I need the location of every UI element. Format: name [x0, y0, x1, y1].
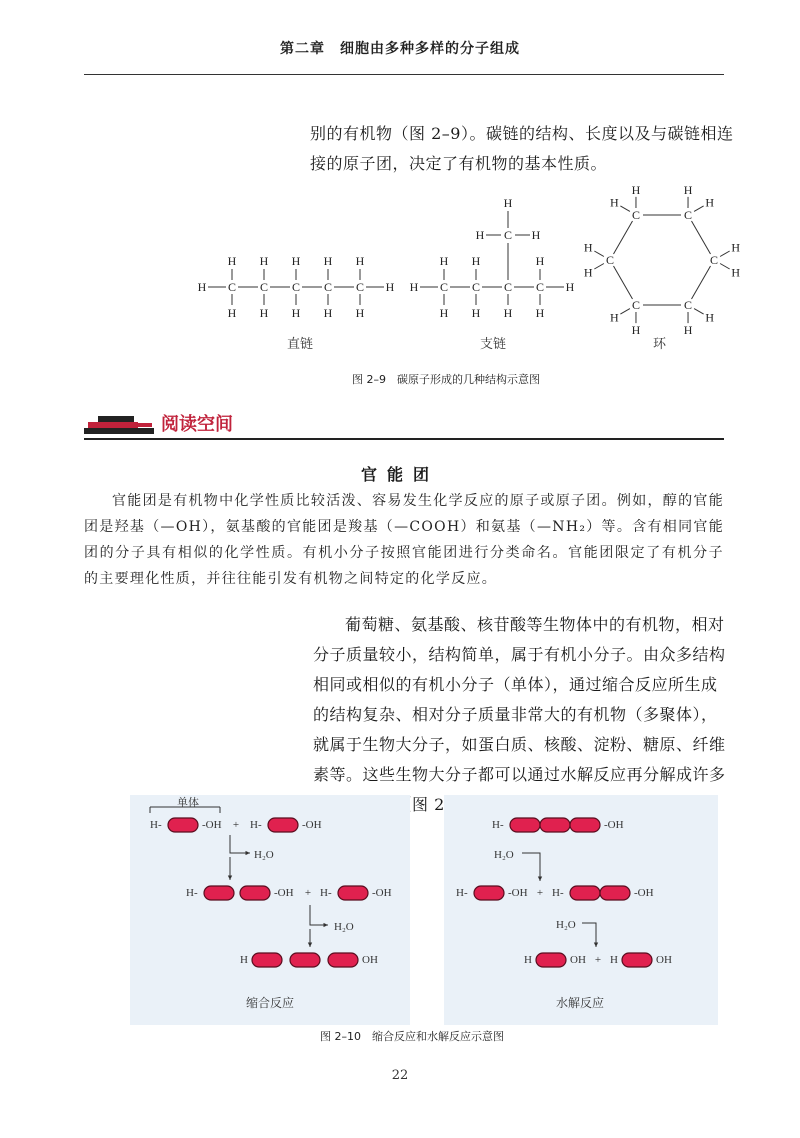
- carbon-atom: C: [683, 298, 693, 313]
- hydrogen-atom: H: [475, 228, 485, 242]
- bond: [720, 264, 730, 270]
- bond: [692, 221, 711, 254]
- hydrogen-end-label: H: [610, 954, 618, 966]
- monomer-block: [570, 886, 600, 900]
- arrow-head: [594, 942, 598, 947]
- figure-2-9-caption: 图 2–9 碳原子形成的几种结构示意图: [352, 373, 540, 386]
- hydrogen-atom: H: [227, 254, 237, 268]
- hydrogen-atom: H: [631, 323, 641, 338]
- bond: [620, 309, 630, 315]
- water-label: H₂O: [556, 919, 576, 931]
- body-line: 葡萄糖、氨基酸、核苷酸等生物体中的有机物，相对: [345, 615, 725, 634]
- water-arrow: [522, 853, 540, 879]
- hydrogen-atom: H: [291, 254, 301, 268]
- intro-line-1: 别的有机物（图 2–9）。碳链的结构、长度以及与碳链相连: [310, 124, 734, 143]
- carbon-atom: C: [227, 280, 237, 294]
- carbon-atom: C: [605, 253, 615, 267]
- hydrogen-end-label: H-: [150, 819, 162, 831]
- monomer-block: [622, 953, 652, 967]
- monomer-block: [540, 818, 570, 832]
- hydrogen-end-label: H-: [492, 819, 504, 831]
- hydrogen-atom: H: [631, 182, 641, 197]
- hydrogen-atom: H: [705, 195, 715, 210]
- arrow-head: [228, 875, 232, 880]
- monomer-block: [474, 886, 504, 900]
- hydrogen-atom: H: [385, 280, 395, 294]
- hydroxyl-end-label: -OH: [508, 887, 528, 899]
- monomer-block: [204, 886, 234, 900]
- hydrogen-atom: H: [323, 306, 333, 320]
- monomer-block: [290, 953, 320, 967]
- bond: [692, 266, 711, 299]
- carbon-atom: C: [471, 280, 481, 294]
- arrow-head: [323, 923, 328, 927]
- reading-section-divider: [84, 438, 724, 440]
- hydrogen-atom: H: [583, 240, 593, 255]
- monomer-block: [338, 886, 368, 900]
- body-line: 素等。这些生物大分子都可以通过水解反应再分解成许多: [313, 765, 726, 784]
- hydrogen-atom: H: [259, 306, 269, 320]
- header-divider: [84, 74, 724, 75]
- carbon-atom: C: [291, 280, 301, 294]
- monomer-block: [168, 818, 198, 832]
- figure-2-10-caption: 图 2–10 缩合反应和水解反应示意图: [320, 1030, 504, 1043]
- carbon-atom: C: [683, 207, 693, 222]
- hydrogen-atom: H: [503, 306, 513, 320]
- hydrogen-atom: H: [355, 254, 365, 268]
- bond: [614, 266, 633, 299]
- body-line: 相同或相似的有机小分子（单体），通过缩合反应所生成: [313, 675, 718, 694]
- hydrogen-atom: H: [731, 240, 740, 255]
- plus-sign: +: [594, 954, 602, 966]
- bond: [594, 264, 604, 270]
- hydrogen-atom: H: [355, 306, 365, 320]
- monomer-label: 单体: [177, 797, 199, 809]
- bond: [694, 206, 704, 212]
- monomer-block: [268, 818, 298, 832]
- hydroxyl-end-label: -OH: [302, 819, 322, 831]
- hydrogen-atom: H: [683, 182, 693, 197]
- monomer-block: [328, 953, 358, 967]
- reading-section-title: 阅读空间: [161, 414, 233, 435]
- water-label: H₂O: [254, 849, 274, 861]
- label-ring: 环: [653, 337, 667, 352]
- hydrogen-end-label: H: [240, 954, 248, 966]
- monomer-block: [510, 818, 540, 832]
- functional-group-title: 官能团: [360, 465, 439, 484]
- plus-sign: +: [536, 887, 544, 899]
- hydrogen-atom: H: [731, 265, 740, 280]
- label-branched-chain: 支链: [480, 337, 507, 352]
- intro-line-2: 接的原子团，决定了有机物的基本性质。: [310, 154, 608, 173]
- hydroxyl-end-label: -OH: [202, 819, 222, 831]
- hydrogen-atom: H: [227, 306, 237, 320]
- hydrogen-atom: H: [683, 323, 693, 338]
- hydrogen-end-label: H-: [320, 887, 332, 899]
- carbon-atom: C: [503, 280, 513, 294]
- body-line: 就属于生物大分子，如蛋白质、核酸、淀粉、糖原、纤维: [313, 735, 726, 754]
- carbon-atom: C: [355, 280, 365, 294]
- carbon-atom: C: [259, 280, 269, 294]
- hydroxyl-end-label: OH: [570, 954, 586, 966]
- hydrogen-atom: H: [609, 195, 619, 210]
- water-arrow: [230, 835, 248, 853]
- hydrogen-atom: H: [409, 280, 419, 294]
- label-straight-chain: 直链: [287, 337, 314, 352]
- hydrogen-atom: H: [565, 280, 575, 294]
- carbon-atom: C: [323, 280, 333, 294]
- plus-sign: +: [304, 887, 312, 899]
- hydrogen-atom: H: [535, 306, 545, 320]
- monomer-block: [570, 818, 600, 832]
- bond: [694, 309, 704, 315]
- monomer-block: [240, 886, 270, 900]
- plus-sign: +: [232, 819, 240, 831]
- hydrogen-atom: [610, 195, 619, 209]
- water-label: H₂O: [494, 849, 514, 861]
- water-arrow: [582, 923, 596, 945]
- hydroxyl-end-label: -OH: [634, 887, 654, 899]
- hydrogen-atom: [705, 195, 714, 209]
- condensation-label: 缩合反应: [245, 996, 295, 1010]
- arrow-head: [308, 942, 312, 947]
- hydrogen-end-label: H: [524, 954, 532, 966]
- hydrogen-atom: H: [323, 254, 333, 268]
- page-number: 22: [391, 1068, 409, 1083]
- carbon-atom: C: [535, 280, 545, 294]
- monomer-block: [536, 953, 566, 967]
- hydroxyl-end-label: OH: [656, 954, 672, 966]
- arrow-head: [538, 876, 542, 881]
- hydrogen-end-label: H-: [456, 887, 468, 899]
- body-line: 分子质量较小，结构简单，属于有机小分子。由众多结构: [313, 645, 726, 664]
- hydroxyl-end-label: -OH: [274, 887, 294, 899]
- hydrogen-atom: H: [503, 196, 513, 210]
- hydrogen-atom: H: [531, 228, 541, 242]
- carbon-atom: C: [503, 228, 513, 242]
- book-stack-icon: [84, 414, 156, 436]
- bond: [614, 221, 633, 254]
- hydrolysis-label: 水解反应: [555, 996, 605, 1010]
- arrow-head: [245, 851, 250, 855]
- hydroxyl-end-label: OH: [362, 954, 378, 966]
- body-line: 的结构复杂、相对分子质量非常大的有机物（多聚体），: [313, 705, 718, 724]
- monomer-block: [252, 953, 282, 967]
- hydrogen-end-label: H-: [186, 887, 198, 899]
- hydrogen-atom: H: [535, 254, 545, 268]
- water-arrow: [310, 905, 326, 925]
- carbon-atom: C: [439, 280, 449, 294]
- hydrogen-atom: H: [439, 306, 449, 320]
- hydrogen-atom: H: [471, 254, 481, 268]
- hydrogen-end-label: H-: [250, 819, 262, 831]
- monomer-block: [600, 886, 630, 900]
- functional-group-text: 官能团是有机物中化学性质比较活泼、容易发生化学反应的原子或原子团。例如，醇的官能团是羟基（—OH），氨基酸的官能团是羧基（—COOH）和氨基（—NH₂）等。含有相同官能团的分子具有相似的化学性质。有机小分子按照官能团进行分类命名。官能团限定了有机分子的主要理化性质，并往往能引发有机物之间特定的化学反应。: [84, 493, 724, 587]
- hydrogen-atom: H: [471, 306, 481, 320]
- carbon-atom: C: [709, 253, 719, 267]
- hydrogen-atom: H: [439, 254, 449, 268]
- chapter-header: 第二章 细胞由多种多样的分子组成: [280, 41, 520, 57]
- bond: [620, 206, 630, 212]
- figure-2-10-diagram: [130, 795, 718, 1025]
- bond: [720, 251, 730, 257]
- hydrogen-atom: H: [197, 280, 207, 294]
- carbon-atom: C: [631, 207, 641, 222]
- hydroxyl-end-label: -OH: [604, 819, 624, 831]
- hydrogen-atom: H: [259, 254, 269, 268]
- hydroxyl-end-label: -OH: [372, 887, 392, 899]
- hydrogen-atom: H: [583, 265, 593, 280]
- water-label: H₂O: [334, 921, 354, 933]
- figure-2-9-diagram: [180, 175, 740, 350]
- carbon-atom: [684, 208, 692, 222]
- hydrogen-end-label: H-: [552, 887, 564, 899]
- bond: [594, 251, 604, 257]
- hydrogen-atom: H: [291, 306, 301, 320]
